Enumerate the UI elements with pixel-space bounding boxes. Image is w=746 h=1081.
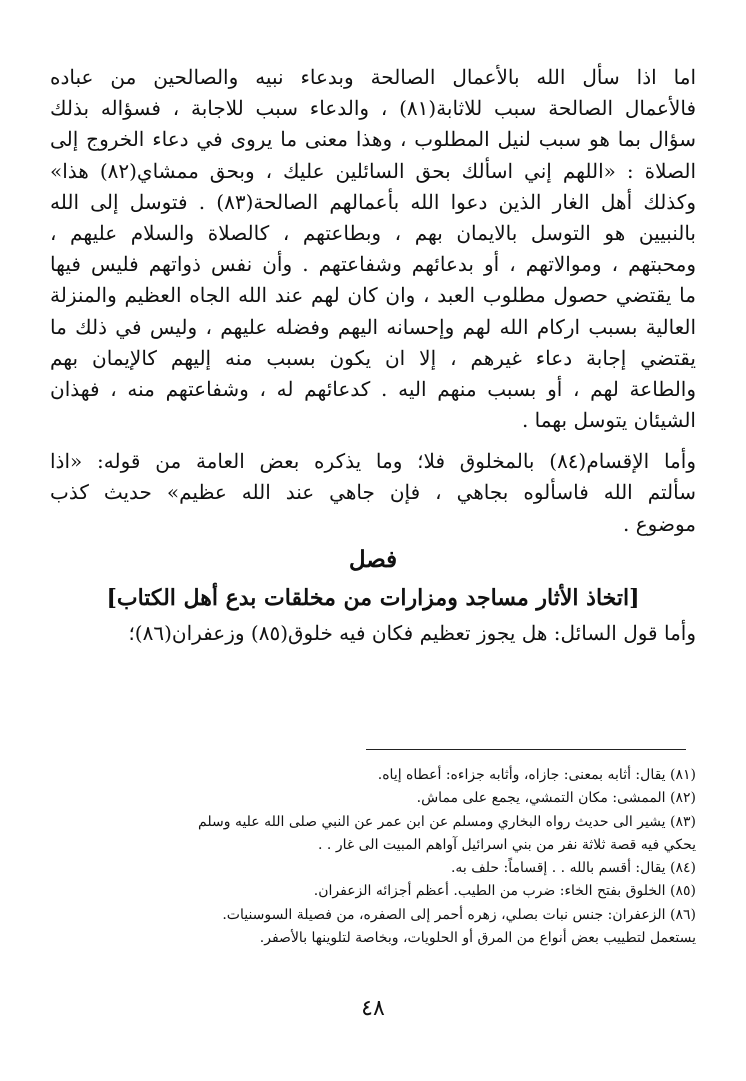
footnote: (٨٤) يقال: أقسم بالله . . إقساماً: حلف به. bbox=[450, 860, 696, 877]
text-line: وأما الإقسام(٨٤) بالمخلوق فلا؛ وما يذكره بعض العامة من قوله: «اذا bbox=[50, 449, 696, 474]
section-heading: فصل bbox=[348, 545, 398, 573]
main-text bbox=[50, 62, 696, 649]
text-line: وأما قول السائل: هل يجوز تعظيم فكان فيه خلوق(٨٥) وزعفران(٨٦)؛ bbox=[128, 620, 696, 645]
text-line: ما يقتضي حصول مطلوب العبد ، وان كان لهم عند الله الجاه العظيم والمنزلة bbox=[50, 283, 696, 308]
text-line: ومحبتهم ، وموالاتهم ، أو بدعائهم وشفاعتهم . وأن نفس ذواتهم فليس فيها bbox=[50, 252, 696, 277]
text-line: بالنبيين هو التوسل بالايمان بهم ، وبطاعتهم ، كالصلاة والسلام عليهم ، bbox=[50, 220, 696, 245]
footnote: (٨٥) الخلوق بفتح الخاء: ضرب من الطيب. أعظم أجزائه الزعفران. bbox=[313, 883, 696, 900]
paragraph-gap bbox=[50, 436, 696, 446]
text-line: موضوع . bbox=[622, 511, 696, 536]
text-line: يقتضي إجابة دعاء غيرهم ، إلا ان يكون بسبب منه إليهم كالإيمان بهم bbox=[50, 345, 696, 370]
footnote-continuation: يحكي فيه قصة ثلاثة نفر من بني اسرائيل آواهم المبيت الى غار . . bbox=[318, 836, 696, 853]
text-line: فالأعمال الصالحة سبب للاثابة(٨١) ، والدعاء سبب للاجابة ، فسؤاله بذلك bbox=[50, 96, 696, 121]
text-line: العالية بسبب اركام الله لهم وإحسانه اليهم وفضله عليهم ، وليس في ذلك ما bbox=[50, 314, 696, 339]
text-line: سؤال بما هو سبب لنيل المطلوب ، وهذا معنى ما يروى في دعاء الخروج إلى bbox=[50, 127, 696, 152]
text-line: سألتم الله فاسألوه بجاهي ، فإن جاهي عند الله عظيم» حديث كذب bbox=[50, 480, 696, 505]
footnote: (٨٦) الزعفران: جنس نبات بصلي، زهره أحمر إلى الصفره، من فصيلة السوسنيات. bbox=[222, 906, 696, 923]
text-line: الصلاة : «اللهم إني اسألك بحق السائلين عليك ، وبحق ممشاي(٨٢) هذا» bbox=[50, 158, 696, 183]
footnote: (٨٣) يشير الى حديث رواه البخاري ومسلم عن ابن عمر عن النبي صلى الله عليه وسلم bbox=[198, 813, 696, 830]
footnote: (٨٢) الممشى: مكان التمشي، يجمع على مماش. bbox=[416, 790, 696, 807]
text-line: وكذلك أهل الغار الذين دعوا الله بأعمالهم الصالحة(٨٣) . فتوسل إلى الله bbox=[50, 189, 696, 214]
footnote-continuation: يستعمل لتطييب بعض أنواع من المرق أو الحلويات، وبخاصة لتلوينها بالأصفر. bbox=[259, 930, 696, 947]
footnote: (٨١) يقال: أثابه بمعنى: جازاه، وأثابه جزاءه: أعطاه إياه. bbox=[377, 767, 696, 783]
footnotes bbox=[50, 764, 696, 950]
text-line: الشيئان يتوسل بهما . bbox=[521, 408, 696, 433]
page-number: ٤٨ bbox=[361, 996, 385, 1021]
footnote-divider bbox=[366, 749, 686, 750]
text-line: اما اذا سأل الله بالأعمال الصالحة وبدعاء نبيه والصالحين من عباده bbox=[50, 65, 696, 89]
text-line: والطاعة لهم ، أو بسبب منهم اليه . كدعائهم له ، وشفاعتهم منه ، فهذان bbox=[50, 376, 696, 401]
section-subtitle: [اتخاذ الأثار مساجد ومزارات من مخلقات بدع أهل الكتاب] bbox=[106, 584, 640, 611]
